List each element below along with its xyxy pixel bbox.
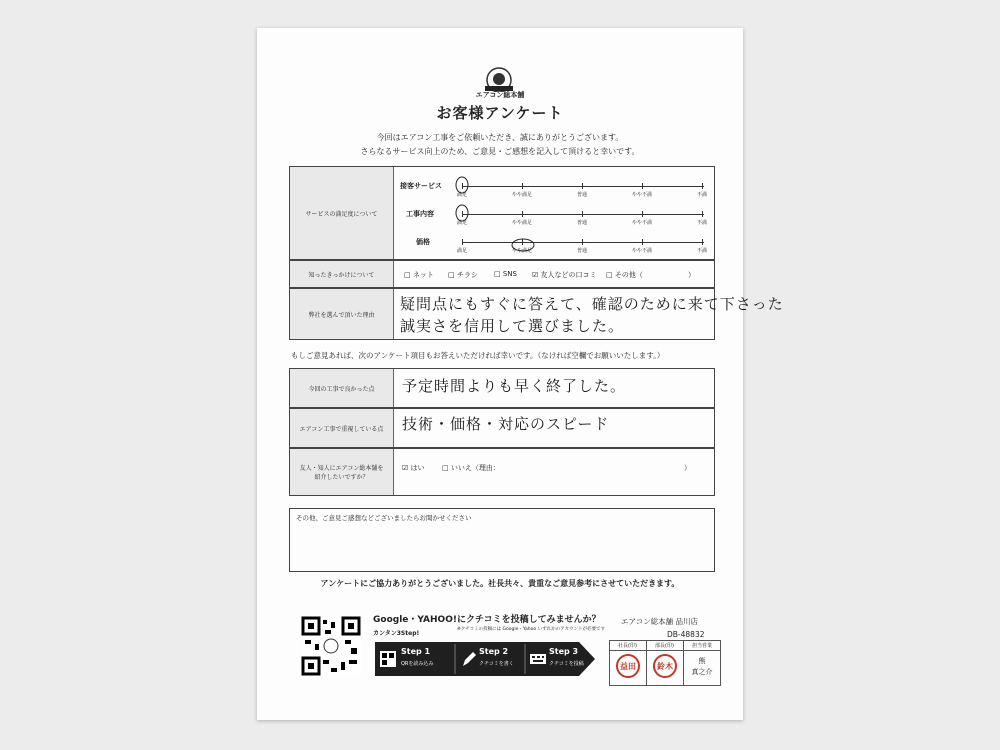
row-price: 価格 <box>416 238 430 246</box>
checkbox-sns[interactable]: □ SNS <box>494 270 517 278</box>
pencil-icon <box>461 650 477 668</box>
important-answer: 技術・価格・対応のスピード <box>402 415 610 433</box>
scale-label: 普通 <box>576 220 587 226</box>
important-section <box>289 408 715 448</box>
survey-sheet <box>257 28 784 720</box>
other-comments-section[interactable] <box>289 508 715 572</box>
optional-instructions: もしご意見あれば、次のアンケート項目もお答えいただければ幸いです。（なければ空欄でお願いいたします。） <box>291 351 665 360</box>
review-steps <box>375 640 597 678</box>
store-name: エアコン総本舗 品川店 <box>621 617 699 626</box>
store-code: DB-48832 <box>667 630 705 639</box>
row-customer-service: 接客サービス <box>400 182 442 190</box>
reason-close-paren: ） <box>684 464 691 472</box>
good-point-label: 今回の工事で良かった点 <box>290 369 394 407</box>
staff-name-1: 熊 <box>698 657 706 665</box>
referral-section <box>289 448 715 496</box>
checkbox-yes[interactable]: ☑ はい <box>402 464 425 472</box>
president-stamp: 益田 <box>616 654 640 678</box>
checkbox-net[interactable]: □ ネット <box>404 271 434 279</box>
other-comments-label: その他、ご意見ご感想などございましたらお聞かせください <box>296 514 472 522</box>
easy-steps-label: カンタン3Step! <box>373 630 420 637</box>
scale-label: やや不満 <box>631 192 652 198</box>
selected-circle <box>454 203 470 223</box>
step-3-desc: クチコミを投稿 <box>549 661 584 667</box>
staff-name-2: 真之介 <box>691 668 713 676</box>
reason-section <box>289 288 784 340</box>
selected-circle <box>510 237 536 253</box>
reason-answer-line-2: 誠実さを信用して選びました。 <box>400 317 625 335</box>
step-1-desc: QRを読み込み <box>401 661 434 667</box>
step-bar-arrow <box>375 640 597 678</box>
stamp-table: 社長(印) 部長(印) 担当営業 益田 鈴木 熊 真之介 <box>609 640 721 686</box>
reason-answer-line-1: 疑問点にもすぐに答えて、確認のために来て下さった <box>400 295 784 313</box>
scale-label: やや満足 <box>511 248 532 254</box>
source-label: 知ったきっかけについて <box>290 261 394 287</box>
logo-text: エアコン総本舗 <box>475 91 525 99</box>
satisfaction-label: サービスの満足度について <box>290 167 394 259</box>
scale-label: やや満足 <box>511 192 532 198</box>
scale-label: やや不満 <box>631 248 652 254</box>
review-ad-note: ※クチコミの投稿には Google・Yahoo いずれかのアカウントが必要です <box>457 627 606 632</box>
step-3-name: Step 3 <box>549 647 579 656</box>
important-label: エアコン工事で重視している点 <box>290 409 394 447</box>
scale-label: 普通 <box>576 192 587 198</box>
step-2-desc: クチコミを書く <box>479 661 514 667</box>
step-1-name: Step 1 <box>401 647 431 656</box>
step-2-name: Step 2 <box>479 647 509 656</box>
intro-line-2: さらなるサービス向上のため、ご意見・ご感想を記入して頂けると幸いです。 <box>360 147 640 156</box>
footer-thanks: アンケートにご協力ありがとうございました。社長共々、貴重なご意見参考にさせていただきます。 <box>320 579 680 588</box>
scale-label: 不満 <box>696 248 707 254</box>
satisfaction-section <box>289 166 715 260</box>
scale-label: 満足 <box>456 220 467 226</box>
good-point-section <box>289 368 715 408</box>
keyboard-icon <box>529 652 547 666</box>
scale-line <box>462 214 704 215</box>
scale-label: 満足 <box>456 248 467 254</box>
qr-scan-icon <box>379 650 397 668</box>
scale-label: 不満 <box>696 220 707 226</box>
scale-label: 普通 <box>576 248 587 254</box>
scale-label: 満足 <box>456 192 467 198</box>
scale-line <box>462 186 704 187</box>
referral-label: 友人・知人にエアコン総本舗を 紹介したいですか？ <box>290 449 394 495</box>
checkbox-word-of-mouth[interactable]: ☑ 友人などの口コミ <box>532 271 597 279</box>
checkbox-other[interactable]: □ その他（ <box>606 271 643 279</box>
scale-label: やや満足 <box>511 220 532 226</box>
company-logo <box>479 66 519 92</box>
row-construction: 工事内容 <box>406 210 434 218</box>
qr-code[interactable] <box>301 616 361 676</box>
checkbox-no[interactable]: □ いいえ（理由： <box>442 464 500 472</box>
selected-circle <box>454 175 470 195</box>
intro-line-1: 今回はエアコン工事をご依頼いただき、誠にありがとうございます。 <box>376 133 624 142</box>
scale-label: 不満 <box>696 192 707 198</box>
source-section <box>289 260 715 288</box>
other-close-paren: ） <box>688 271 695 279</box>
review-ad-title: Google・YAHOO!にクチコミを投稿してみませんか？ <box>373 615 601 625</box>
scale-line <box>462 242 704 243</box>
page-title: お客様アンケート <box>436 104 564 122</box>
manager-stamp: 鈴木 <box>653 654 677 678</box>
reason-label: 弊社を選んで頂いた理由 <box>290 289 394 339</box>
scale-label: やや不満 <box>631 220 652 226</box>
checkbox-flyer[interactable]: □ チラシ <box>448 271 478 279</box>
good-point-answer: 予定時間よりも早く終了した。 <box>402 377 627 395</box>
